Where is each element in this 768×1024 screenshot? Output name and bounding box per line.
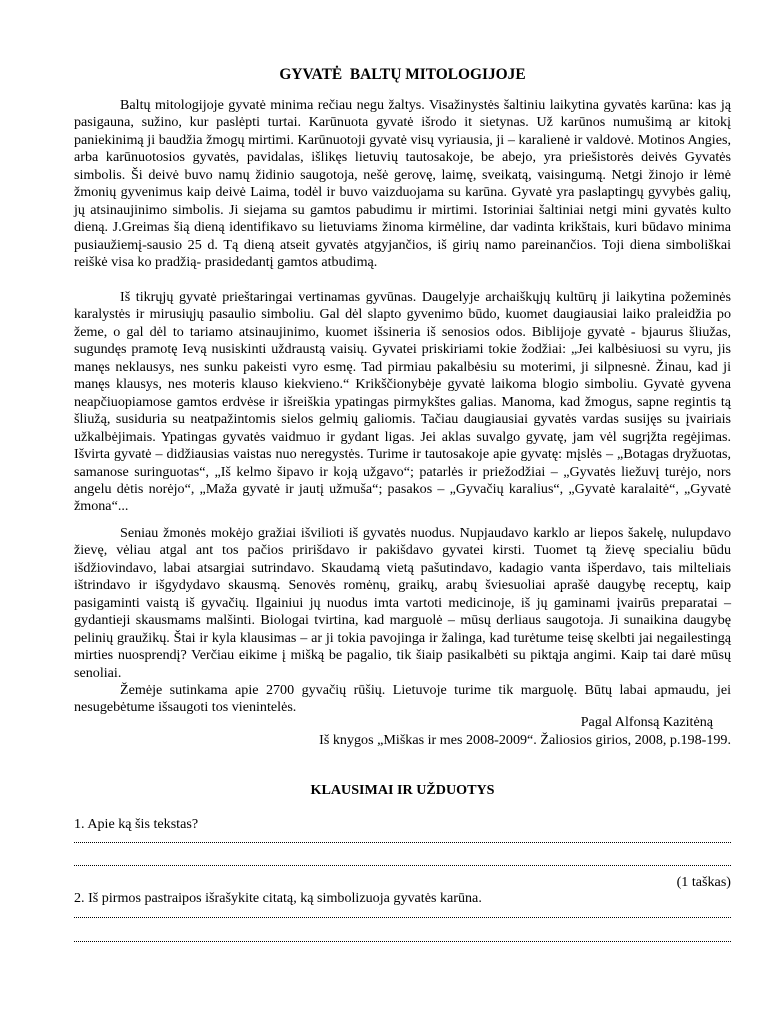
- paragraph-2: Iš tikrųjų gyvatė prieštaringai vertinamas gyvūnas. Daugelyje archaiškųjų kultūrų ji laikytina požeminės karalystės ir mirusiųjų pasaulio simboliu. Gal dėl slapto gyvenimo būdo, kuomet daugiausiai laiko praleidžia po žeme, o gal dėl to tariamo atsinaujinimo, kuomet išsineria iš senosios odos. Biblijoje gyvatė - bjaurus šliužas, sugundęs pramotę Ievą nusiskinti uždraustą vaisių. Gyvatei priskiriami tokie žodžiai: „Jei kalbėsiuosi su vyru, jis manęs neklausys, nes sunku pakeisti vyro esmę. Tad pirmiau pakalbėsiu su moterimi, ji silpnesnė. Žinau, kad ji manęs klausys, nes moteris klauso kiekvieno.“ Krikščionybėje gyvatė laikoma blogio simboliu. Gyvatė gyvena neapčiuopiamose gamtos erdvėse ir išreiškia ypatingas pirmykštes galias. Manoma, kad žmogus, sapne regintis tą šliužą, susiduria su neatpažintomis sielos gelmių galiomis. Tačiau daugiausiai gyvatės vardas susijęs su įvairiais užkalbėjimais. Ypatingas gyvatės vaidmuo ir gydant ligas. Jei aklas suvalgo gyvatę, jam vėl sugrįžta regėjimas. Išvirta gyvatė – didžiausias vaistas nuo neregystės. Turime ir tautosakoje apie gyvatę: mįslės – „Botagas dryžuotas, samanose suringuotas“, „Iš kelmo šipavo ir koją užgavo“; patarlės ir priežodžiai – „Gyvatės liežuvį turėjo, nors angelu dėtis norėjo“, „Maža gyvatė ir jautį užmuša“; pasakos – „Gyvačių karalius“, „Gyvatė karalaitė“, „Gyvatė žmona“...: [74, 289, 731, 515]
- paragraph-1: Baltų mitologijoje gyvatė minima rečiau negu žaltys. Visažinystės šaltiniu laikytina gyvatės karūna: kas ją pasigauna, sužino, kur paslėpti turtai. Karūnuota gyvatė išrodo it sietynas. Už karūnos numušimą ar kitokį paniekinimą ji baudžia žmogų mirtimi. Karūnuotoji gyvatė visų vyriausia, ji – karalienė ir valdovė. Motinos Angies, arba karūnuotosios gyvatės, pavidalas, išlikęs lietuvių tautosakoje, be abejo, yra priešistorės deivės Gyvatės simbolis. Ši deivė buvo namų židinio saugotoja, nešė gerovę, laimę, sveikatą, vaisingumą. Netgi žinojo ir lėmė žmonių gyvenimus kaip deivė Laima, todėl ir buvo vaizduojama su karūna. Gyvatė yra paslaptingų gyvybės galių, jų atsinaujinimo simbolis. Ji siejama su gamtos pabudimu ir mirtimi. Istoriniai šaltiniai netgi mini gyvatės kulto dieną. J.Greimas šią dieną identifikavo su lietuviams žinoma kirmėline, dar vadinta krikštais, kuri būdavo minima pusiaužiemį-sausio 25 d. Tą dieną atseit gyvatės atgyjančios, iš girių namo pareinančios. Toji diena simboliškai reiškė visa ko pradžią- prasidedantį gamtos atbudimą.: [74, 97, 731, 271]
- answer-line[interactable]: [74, 911, 731, 918]
- source-book: Iš knygos „Miškas ir mes 2008-2009“. Žaliosios girios, 2008, p.198-199.: [319, 732, 731, 748]
- paragraph-3: Seniau žmonės mokėjo gražiai išvilioti iš gyvatės nuodus. Nupjaudavo karklo ar liepos šakelę, nulupdavo žievę, vėliau atgal ant tos pačios pririšdavo ir pakišdavo gyvatei kirsti. Tuomet tą žievę specialiu būdu išdžiovindavo, labai atsargiai sutrindavo. Skaudamą vietą pašutindavo, kadagio vanta išperdavo, tais milteliais ištrindavo ir išgydydavo skausmą. Senovės romėnų, graikų, arabų šviesuoliai aprašė daugybę receptų, kaip pasigaminti vaistą iš gyvačių. Ilgainiui jų nuodus imta vartoti medicinoje, iš jų gaminami įvairūs preparatai – gydantieji skausmams malšinti. Biologai tvirtina, kad marguolė – mūsų derliaus saugotoja. Ji sunaikina daugybę pelinių graužikų. Štai ir kyla klausimas – ar ji tokia pavojinga ir žalinga, kad turėtume teisę skelbti jai negailestingą mirties nuosprendį? Verčiau eikime į mišką be pagalio, tik šiaip pasikalbėti su piktąja angimi. Kaip tai darė mūsų senoliai.: [74, 525, 731, 681]
- question-1-points: (1 taškas): [676, 874, 731, 890]
- question-2: 2. Iš pirmos pastraipos išrašykite citatą, ką simbolizuoja gyvatės karūna.: [74, 890, 482, 906]
- source-author: Pagal Alfonsą Kazitėną: [580, 714, 713, 730]
- questions-heading: KLAUSIMAI IR UŽDUOTYS: [310, 782, 495, 798]
- answer-line[interactable]: [74, 836, 731, 843]
- paragraph-4: Žemėje sutinkama apie 2700 gyvačių rūšių. Lietuvoje turime tik marguolę. Būtų labai apmaudu, jei nesugebėtume išsaugoti tos vienintelės.: [74, 682, 731, 716]
- answer-line[interactable]: [74, 935, 731, 942]
- question-1: 1. Apie ką šis tekstas?: [74, 816, 199, 832]
- answer-line[interactable]: [74, 859, 731, 866]
- document-title: GYVATĖ BALTŲ MITOLOGIJOJE: [279, 66, 526, 83]
